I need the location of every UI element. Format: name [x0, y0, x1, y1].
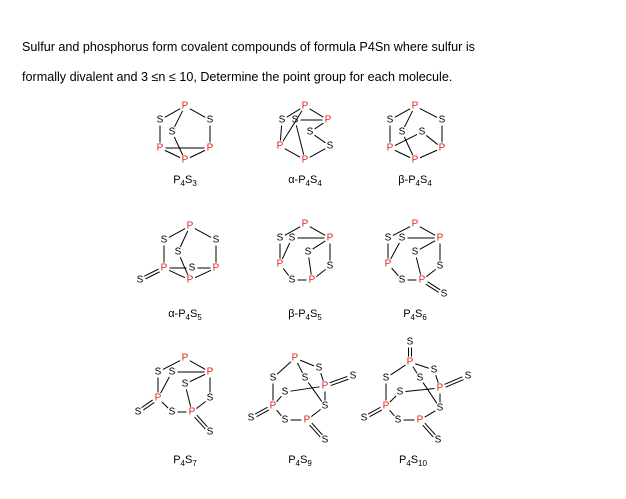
question-line-2: formally divalent and 3 ≤n ≤ 10, Determine the point group for each molecule.: [22, 70, 453, 84]
structure-p4s6: [360, 218, 470, 338]
sulfur-atom: S: [206, 114, 214, 126]
bond-line: [277, 362, 291, 375]
bond-line: [165, 150, 180, 157]
bond-line: [297, 363, 302, 373]
double-bond-line: [444, 377, 462, 385]
phosphorus-atom: P: [186, 274, 194, 286]
sulfur-atom: S: [398, 274, 406, 286]
bond-line: [169, 270, 185, 277]
phosphorus-atom: P: [276, 140, 284, 152]
double-bond-line: [426, 284, 439, 292]
phosphorus-atom: P: [301, 218, 309, 230]
p4s7-diagram: [130, 336, 240, 456]
sulfur-atom: S: [315, 362, 323, 374]
structure-p4s3: [130, 98, 240, 218]
bond-line: [395, 109, 410, 118]
phosphorus-atom: P: [212, 262, 220, 274]
bond-line: [420, 227, 435, 236]
bond-line: [196, 401, 205, 408]
sulfur-atom: S: [406, 336, 414, 348]
double-bond-line: [368, 407, 380, 414]
bond-line: [169, 229, 185, 238]
p4s3-diagram: [130, 98, 240, 173]
sulfur-atom: S: [301, 372, 309, 384]
phosphorus-atom: P: [186, 220, 194, 232]
sulfur-atom: S: [212, 234, 220, 246]
bond-line: [404, 111, 412, 127]
caption-b-p4s4: $\beta-P_4S_4$: [398, 174, 432, 189]
sulfur-atom: S: [418, 126, 426, 138]
caption-p4s3: $P_4S_3$: [173, 174, 197, 189]
bond-line: [315, 135, 326, 143]
caption-p4s7: $P_4S_7$: [173, 454, 197, 469]
phosphorus-atom: P: [438, 142, 446, 154]
b-p4s5-diagram: [250, 218, 360, 308]
caption-b-p4s5: $\beta-P_4S_5$: [288, 308, 322, 323]
phosphorus-atom: P: [384, 258, 392, 270]
bond-line: [162, 402, 168, 408]
double-bond-line: [427, 282, 440, 290]
sulfur-atom: S: [304, 246, 312, 258]
sulfur-atom: S: [291, 114, 299, 126]
double-bond-line: [370, 410, 382, 417]
phosphorus-atom: P: [382, 400, 390, 412]
sulfur-atom: S: [384, 232, 392, 244]
sulfur-atom: S: [430, 364, 438, 376]
phosphorus-atom: P: [411, 218, 419, 230]
sulfur-atom: S: [436, 402, 444, 414]
p4s6-diagram: [360, 218, 470, 308]
sulfur-atom: S: [321, 434, 329, 446]
sulfur-atom: S: [321, 400, 329, 412]
b-p4s4-diagram: [360, 98, 470, 173]
bond-line: [310, 227, 325, 236]
sulfur-atom: S: [398, 126, 406, 138]
bond-line: [195, 229, 211, 238]
question-text: [22, 32, 612, 92]
structure-a-p4s5: [130, 218, 240, 338]
phosphorus-atom: P: [411, 100, 419, 112]
bond-line: [423, 383, 437, 404]
sulfur-atom: S: [168, 406, 176, 418]
sulfur-atom: S: [168, 366, 176, 378]
phosphorus-atom: P: [416, 414, 424, 426]
phosphorus-atom: P: [308, 274, 316, 286]
sulfur-atom: S: [386, 114, 394, 126]
phosphorus-atom: P: [436, 382, 444, 394]
phosphorus-atom: P: [181, 352, 189, 364]
bond-line: [190, 109, 205, 118]
sulfur-atom: S: [434, 434, 442, 446]
sulfur-atom: S: [247, 412, 255, 424]
sulfur-atom: S: [438, 114, 446, 126]
a-p4s4-diagram: [250, 98, 360, 173]
phosphorus-atom: P: [160, 262, 168, 274]
caption-p4s9: $P_4S_9$: [288, 454, 312, 469]
phosphorus-atom: P: [291, 352, 299, 364]
bond-line: [190, 361, 205, 370]
bond-line: [391, 365, 406, 375]
double-bond-line: [142, 400, 153, 408]
sulfur-atom: S: [136, 274, 144, 286]
sulfur-atom: S: [276, 232, 284, 244]
question-line-1: Sulfur and phosphorus form covalent compounds of formula P4Sn where sulfur is: [22, 40, 475, 54]
phosphorus-atom: P: [324, 114, 332, 126]
bond-line: [405, 389, 434, 392]
phosphorus-atom: P: [326, 232, 334, 244]
bond-line: [296, 125, 303, 154]
structure-p4s9: [245, 336, 357, 469]
molecule-figure: [130, 98, 490, 483]
phosphorus-atom: P: [206, 366, 214, 378]
phosphorus-atom: P: [156, 142, 164, 154]
sulfur-atom: S: [278, 114, 286, 126]
sulfur-atom: S: [382, 372, 390, 384]
structure-b-p4s4: [360, 98, 470, 218]
sulfur-atom: S: [156, 114, 164, 126]
sulfur-atom: S: [281, 386, 289, 398]
bond-line: [180, 231, 187, 247]
structure-p4s10: [358, 336, 472, 469]
sulfur-atom: S: [464, 370, 472, 382]
p4s10-diagram: [358, 336, 478, 456]
phosphorus-atom: P: [301, 154, 309, 166]
a-p4s5-diagram: [130, 218, 240, 308]
bond-line: [195, 270, 211, 277]
phosphorus-atom: P: [321, 380, 329, 392]
double-bond-line: [144, 269, 158, 276]
double-bond-line: [446, 380, 464, 388]
sulfur-atom: S: [394, 414, 402, 426]
bond-line: [315, 123, 324, 129]
bond-line: [420, 241, 435, 250]
double-bond-line: [255, 407, 267, 414]
bond-line: [282, 243, 289, 259]
sulfur-atom: S: [206, 392, 214, 404]
sulfur-atom: S: [411, 246, 419, 258]
sulfur-atom: S: [396, 386, 404, 398]
caption-a-p4s4: $\alpha-P_4S_4$: [288, 174, 322, 189]
structure-b-p4s5: [250, 218, 360, 338]
bond-line: [310, 109, 324, 117]
caption-p4s6: $P_4S_6$: [403, 308, 427, 323]
bond-line: [180, 257, 188, 275]
sulfur-atom: S: [154, 366, 162, 378]
sulfur-atom: S: [288, 232, 296, 244]
bond-line: [174, 137, 182, 155]
bond-line: [426, 269, 435, 276]
sulfur-atom: S: [181, 378, 189, 390]
sulfur-atom: S: [416, 372, 424, 384]
caption-p4s10: $P_4S_{10}$: [398, 454, 428, 469]
bond-line: [313, 241, 326, 249]
structure-p4s7: [130, 336, 240, 469]
double-bond-line: [257, 410, 269, 417]
structure-a-p4s4: [250, 98, 360, 218]
double-bond-line: [330, 376, 348, 382]
bond-line: [310, 149, 325, 158]
sulfur-atom: S: [436, 260, 444, 272]
bond-line: [174, 111, 182, 127]
bond-line: [426, 135, 437, 144]
sulfur-atom: S: [349, 370, 357, 382]
phosphorus-atom: P: [181, 154, 189, 166]
bond-line: [190, 150, 205, 157]
sulfur-atom: S: [206, 426, 214, 438]
bond-line: [309, 257, 311, 274]
bond-line: [290, 387, 319, 391]
bond-line: [395, 150, 410, 157]
sulfur-atom: S: [306, 126, 314, 138]
phosphorus-atom: P: [436, 232, 444, 244]
phosphorus-atom: P: [406, 356, 414, 368]
bond-line: [285, 149, 300, 158]
phosphorus-atom: P: [386, 142, 394, 154]
phosphorus-atom: P: [154, 392, 162, 404]
sulfur-atom: S: [188, 262, 196, 274]
bond-line: [390, 396, 396, 402]
sulfur-atom: S: [288, 274, 296, 286]
phosphorus-atom: P: [276, 258, 284, 270]
bond-line: [416, 257, 420, 274]
bond-line: [165, 109, 180, 118]
double-bond-line: [331, 379, 349, 385]
phosphorus-atom: P: [269, 400, 277, 412]
sulfur-atom: S: [269, 372, 277, 384]
p4s9-diagram: [245, 336, 365, 456]
phosphorus-atom: P: [418, 274, 426, 286]
bond-line: [392, 268, 399, 276]
sulfur-atom: S: [160, 234, 168, 246]
double-bond-line: [146, 272, 160, 279]
caption-a-p4s5: $\alpha-P_4S_5$: [168, 308, 202, 323]
bond-line: [316, 269, 325, 276]
phosphorus-atom: P: [206, 142, 214, 154]
phosphorus-atom: P: [181, 100, 189, 112]
sulfur-atom: S: [326, 140, 334, 152]
bond-line: [391, 243, 400, 259]
bond-line: [186, 389, 190, 406]
phosphorus-atom: P: [303, 414, 311, 426]
sulfur-atom: S: [174, 246, 182, 258]
bond-line: [436, 375, 439, 383]
sulfur-atom: S: [398, 232, 406, 244]
sulfur-atom: S: [440, 288, 448, 300]
bond-line: [308, 382, 322, 401]
bond-line: [300, 360, 314, 366]
phosphorus-atom: P: [188, 406, 196, 418]
bond-line: [190, 374, 205, 381]
bond-line: [161, 377, 170, 393]
sulfur-atom: S: [134, 406, 142, 418]
bond-line: [425, 411, 436, 417]
sulfur-atom: S: [168, 126, 176, 138]
bond-line: [415, 364, 429, 369]
double-bond-line: [143, 402, 154, 410]
bond-line: [420, 150, 437, 158]
sulfur-atom: S: [360, 412, 368, 424]
sulfur-atom: S: [281, 414, 289, 426]
bond-line: [280, 125, 281, 140]
bond-line: [311, 409, 320, 416]
phosphorus-atom: P: [411, 154, 419, 166]
bond-line: [321, 373, 324, 381]
phosphorus-atom: P: [301, 100, 309, 112]
bond-line: [420, 109, 437, 118]
sulfur-atom: S: [326, 260, 334, 272]
